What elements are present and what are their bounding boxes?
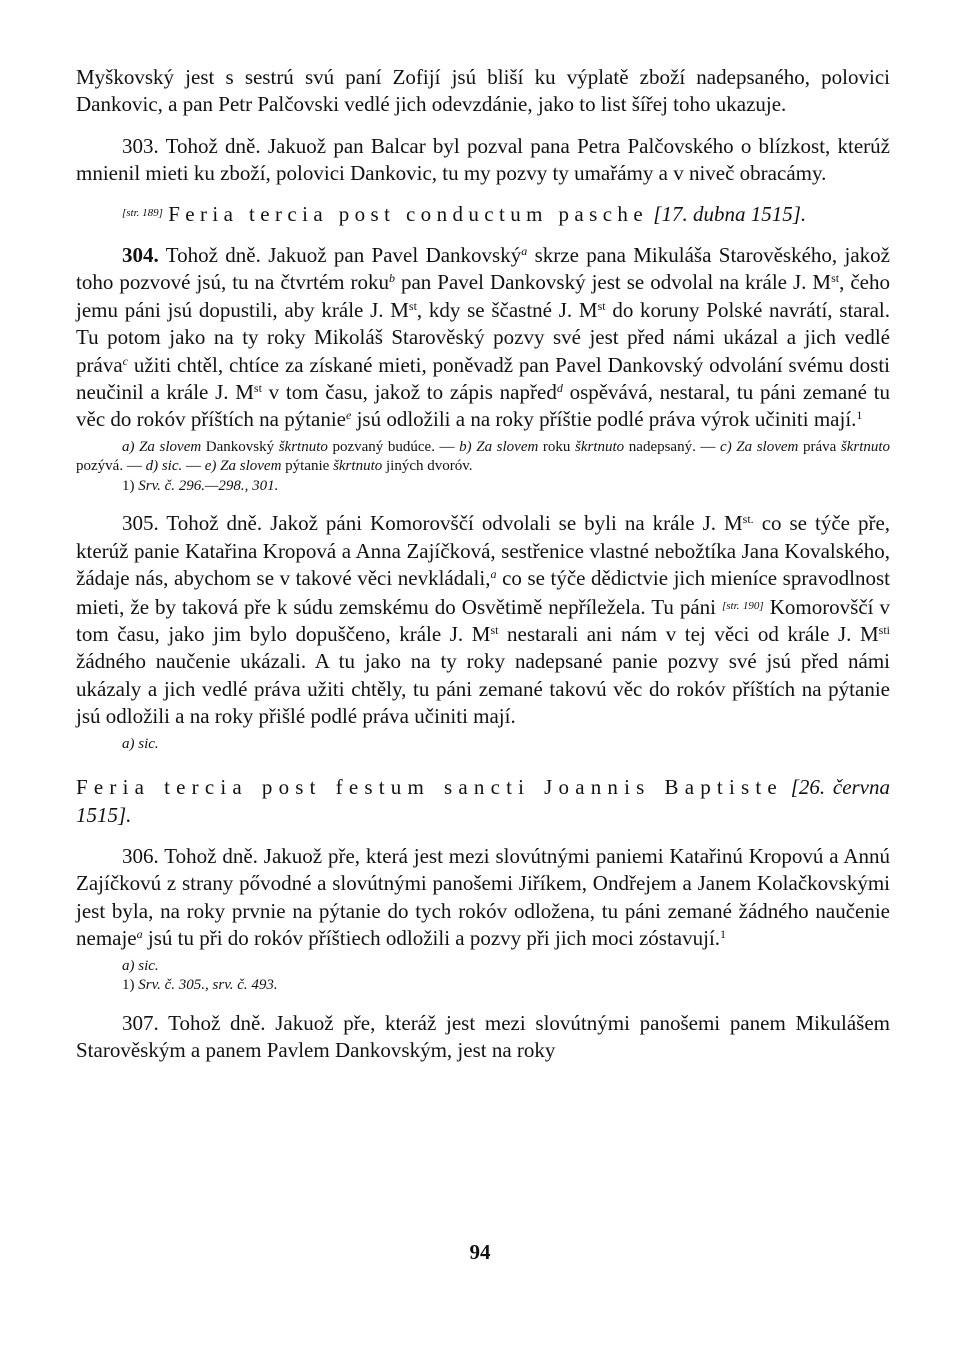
entry-text: , čeho jemu páni jsú dopustili, aby krále J. M bbox=[76, 270, 890, 322]
entry-text: Tohož dně. Jakuož pře, která jest mezi slovútnými paniemi Katařinú Kropovú a Annú Zajíčkovú z strany pővodné a slovútnými panošemi Jiříkem, Ondřejem a Janem Kolačkovskými jest byla, na roky prvnie na pýtanie do tych rokóv odložena, tu páni zemané žádného naučenie nemaje bbox=[76, 843, 891, 951]
entry-text: Tohož dně. Jakož páni Komorovščí odvolali se byli na krále J. M bbox=[166, 511, 743, 536]
entry-text: Komorovščí v tom času, jako jim bylo dopuščeno, krále J. M bbox=[76, 594, 891, 646]
note-mark: a bbox=[136, 927, 143, 942]
footnote-word: pozývá. — bbox=[76, 458, 142, 475]
footnote-word: roku bbox=[542, 438, 571, 455]
entry-number: 307. bbox=[122, 1010, 159, 1035]
entry-text: pan Pavel Dankovský jest se odvolal na krále J. M bbox=[400, 270, 832, 295]
page-reference: [str. 190] bbox=[721, 599, 764, 612]
entry-number: 306. bbox=[122, 843, 159, 868]
footnote-lead: škrtnuto bbox=[840, 438, 891, 455]
footnotes-305 bbox=[76, 735, 890, 755]
footnote-lead: škrtnuto bbox=[333, 458, 383, 475]
paragraph-intro: Myškovský jest s sestrú svú paní Zofijí jsú bliší ku výplatě zboží nadepsaného, polovici Dankovic, a pan Petr Palčovski vedlé jich odevzdánie, jako to list šířej toho ukazuje. bbox=[76, 65, 890, 117]
footnote-text bbox=[76, 976, 890, 996]
footnote-mark: 1 bbox=[720, 927, 727, 942]
entry-text: co se týče pře, kterúž panie Katařina Kropová a Anna Zajíčková, sestřenice vlastné nebožtíka Jana Kovalského, žádaje nás, abychom se v takové věci nevkládali, bbox=[76, 511, 891, 591]
heading-title: Feria tercia post festum sancti Joannis Baptiste bbox=[76, 775, 783, 800]
footnote-letter: b) bbox=[459, 438, 472, 455]
footnotes-306 bbox=[76, 957, 890, 996]
entry-text: , kdy se ščastné J. M bbox=[416, 297, 598, 322]
note-mark: b bbox=[388, 271, 395, 286]
footnote-lead: škrtnuto bbox=[575, 438, 625, 455]
abbreviation-sup: st bbox=[490, 623, 499, 637]
heading-date: [17. dubna 1515]. bbox=[653, 201, 807, 226]
entry-text: ospěvává, nestaral, tu páni zemané tu věc do rokóv příštích na pýtanie bbox=[76, 380, 891, 432]
note-mark: a bbox=[521, 244, 528, 259]
footnote-word: pýtanie bbox=[285, 458, 330, 475]
footnote-word: práva bbox=[802, 438, 837, 455]
abbreviation-sup: st bbox=[408, 298, 417, 313]
entry-text: co se týče dědictvie jich mieníce spravodlnost mieti, že by taková pře k súdu zemskému do Osvětimě nepříležela. Tu páni bbox=[76, 566, 891, 619]
entry-text: Tohož dně. Jakuož pan Balcar byl pozval pana Petra Palčovského o blízkost, kterúž mnienil mieti ku zboží, polovici Dankovic, tu my pozvy ty umařámy a v niveč obracámy. bbox=[76, 133, 890, 186]
footnote-mark: 1 bbox=[856, 408, 863, 423]
abbreviation-sup: st bbox=[253, 381, 262, 396]
footnote-lead: Za slovem bbox=[476, 438, 539, 455]
footnote-lead: sic. bbox=[138, 957, 159, 974]
page-reference: [str. 189] bbox=[122, 206, 163, 219]
note-mark: d bbox=[556, 381, 563, 396]
heading-date: [26. června 1515]. bbox=[76, 775, 891, 827]
heading-title: Feria tercia post conductum pasche bbox=[168, 201, 649, 226]
entry-text: jsú odložili a na roky příštie podlé práva výrok učiniti mají. bbox=[356, 407, 857, 432]
entry-text: v tom času, jakož to zápis napřed bbox=[268, 380, 557, 405]
footnote-lead: sic. bbox=[161, 458, 183, 475]
footnote-number: 1) bbox=[122, 977, 135, 994]
abbreviation-sup: sti bbox=[878, 623, 890, 637]
entry-304 bbox=[76, 242, 890, 434]
footnote-text bbox=[76, 477, 890, 497]
footnote-letter: c) bbox=[720, 438, 732, 455]
footnote-letter: e) bbox=[204, 458, 217, 475]
entry-number: 304. bbox=[122, 243, 159, 268]
entry-text: skrze pana Mikuláša Starověského, jakož toho pozvové jsú, tu na čtvrtém roku bbox=[76, 243, 890, 295]
footnote-number: 1) bbox=[122, 477, 135, 494]
section-heading-2 bbox=[76, 774, 890, 829]
footnote-word: jiných dvoróv. bbox=[385, 458, 473, 475]
entry-number: 303. bbox=[122, 133, 159, 158]
entry-text: Tohož dně. Jakuož pan Pavel Dankovský bbox=[165, 243, 522, 268]
footnote-lead: sic. bbox=[138, 735, 159, 752]
entry-text: žádného naučenie ukázali. A tu jako na ty roky nadepsané panie pozvy své jsú před námi ukázaly a jich vedlé práva užiti chtěly, tu páni zemané takovú věc do rokóv příštích na pýtanie jsú odložili a na roky přišlé podlé práva učiniti mají. bbox=[76, 649, 890, 729]
entry-305 bbox=[76, 510, 890, 730]
entry-text: do koruny Polské navrátí, staral. Tu potom jako na ty roky Mikoláš Starověský pozvy své jest před námi ukázal a jich vedlé práva bbox=[76, 297, 891, 377]
page-number: 94 bbox=[469, 1240, 491, 1264]
entry-text: užiti chtěl, chtíce za získané mieti, poněvadž pan Pavel Dankovský odvolání svému dosti neučinil a krále J. M bbox=[76, 352, 891, 405]
footnote-word: pozvaný budúce. — bbox=[332, 438, 455, 455]
footnote-lead: škrtnuto bbox=[278, 438, 328, 455]
footnote-lead: Za slovem bbox=[736, 438, 799, 455]
footnote-letter: a) bbox=[122, 735, 135, 752]
entry-text: jsú tu při do rokóv příštiech odložili a pozvy při jich moci zóstavují. bbox=[147, 926, 721, 951]
abbreviation-sup: st bbox=[831, 271, 840, 286]
entry-303 bbox=[76, 133, 890, 188]
footnote-word: — bbox=[186, 458, 201, 475]
entry-text: Tohož dně. Jakuož pře, kteráž jest mezi slovútnými panošemi panem Mikulášem Starověským a panem Pavlem Dankovským, jest na roky bbox=[76, 1010, 890, 1062]
footnote-letter: a) bbox=[122, 957, 135, 974]
footnote-text bbox=[76, 438, 890, 477]
entry-number: 305. bbox=[122, 511, 159, 536]
footnote-word: nadepsaný. — bbox=[628, 438, 716, 455]
abbreviation-sup: st. bbox=[742, 512, 754, 527]
footnote-letter: d) bbox=[145, 458, 159, 475]
footnotes-304 bbox=[76, 438, 890, 497]
entry-306 bbox=[76, 843, 890, 953]
note-mark: c bbox=[122, 353, 128, 368]
footnote-reference: Srv. č. 305., srv. č. 493. bbox=[138, 977, 278, 994]
footnote-reference: Srv. č. 296.—298., 301. bbox=[138, 477, 279, 494]
footnote-text bbox=[76, 735, 890, 755]
abbreviation-sup: st bbox=[597, 298, 606, 313]
footnote-lead: Za slovem bbox=[220, 458, 282, 475]
entry-307 bbox=[76, 1010, 890, 1065]
footnote-lead: Za slovem bbox=[139, 438, 202, 455]
note-mark: e bbox=[346, 408, 352, 423]
footnote-word: Dankovský bbox=[205, 438, 275, 455]
footnote-text bbox=[76, 957, 890, 977]
note-mark: a bbox=[490, 567, 497, 582]
entry-text: nestarali ani nám v tej věci od krále J. M bbox=[507, 622, 879, 646]
footnote-letter: a) bbox=[122, 438, 135, 455]
section-heading-1 bbox=[76, 200, 890, 228]
